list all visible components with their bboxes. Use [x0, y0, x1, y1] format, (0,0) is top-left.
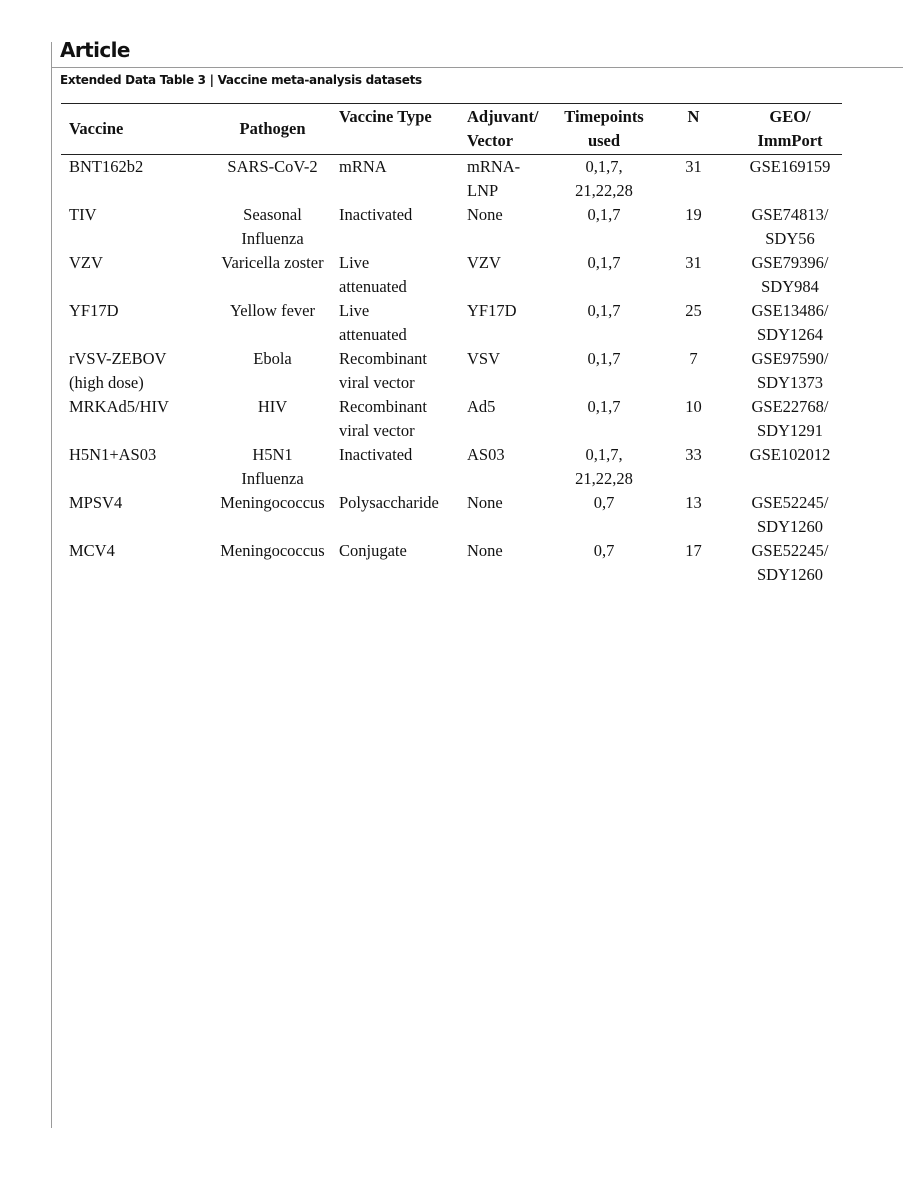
cell-n: 17	[685, 541, 702, 560]
cell-n: 13	[685, 493, 702, 512]
table-row	[61, 443, 842, 491]
cell-adjuvant: mRNA- LNP	[467, 157, 521, 200]
cell-adjuvant: YF17D	[467, 301, 517, 320]
cell-pathogen: SARS-CoV-2	[227, 157, 318, 176]
cell-adjuvant: None	[467, 493, 503, 512]
cell-geo-immport: GSE74813/ SDY56	[751, 205, 829, 248]
cell-pathogen: Ebola	[253, 349, 292, 368]
cell-vaccine-type: Inactivated	[339, 205, 413, 224]
table-caption: Extended Data Table 3 | Vaccine meta-analysis datasets	[60, 73, 422, 87]
cell-vaccine-type: Live attenuated	[339, 301, 407, 344]
table-row	[61, 491, 842, 539]
cell-n: 10	[685, 397, 702, 416]
cell-pathogen: Meningococcus	[220, 493, 325, 512]
cell-timepoints: 0,1,7, 21,22,28	[575, 157, 633, 200]
table-body	[61, 155, 842, 588]
cell-vaccine: MRKAd5/HIV	[69, 397, 169, 416]
cell-pathogen: HIV	[257, 397, 288, 416]
cell-n: 25	[685, 301, 702, 320]
cell-pathogen: Seasonal Influenza	[241, 205, 304, 248]
cell-vaccine: H5N1+AS03	[69, 445, 157, 464]
cell-n: 33	[685, 445, 702, 464]
cell-vaccine-type: Recombinant viral vector	[339, 349, 427, 392]
cell-timepoints: 0,1,7	[587, 397, 621, 416]
cell-vaccine: MPSV4	[69, 493, 123, 512]
table-row	[61, 155, 842, 204]
left-margin-rule	[51, 42, 52, 1128]
cell-geo-immport: GSE97590/ SDY1373	[751, 349, 829, 392]
cell-timepoints: 0,7	[593, 493, 615, 512]
cell-vaccine: BNT162b2	[69, 157, 144, 176]
cell-pathogen: H5N1 Influenza	[241, 445, 304, 488]
cell-timepoints: 0,1,7	[587, 205, 621, 224]
cell-timepoints: 0,1,7	[587, 301, 621, 320]
cell-geo-immport: GSE52245/ SDY1260	[751, 541, 829, 584]
cell-vaccine-type: Polysaccharide	[339, 493, 439, 512]
table-row	[61, 203, 842, 251]
cell-pathogen: Meningococcus	[220, 541, 325, 560]
column-header-vaccine-type: Vaccine Type	[339, 107, 432, 126]
column-header-n: N	[687, 107, 700, 126]
cell-adjuvant: AS03	[467, 445, 505, 464]
column-header-pathogen: Pathogen	[239, 119, 306, 138]
table-row	[61, 539, 842, 587]
cell-adjuvant: VZV	[467, 253, 501, 272]
cell-vaccine-type: Inactivated	[339, 445, 413, 464]
cell-vaccine: MCV4	[69, 541, 115, 560]
cell-adjuvant: Ad5	[467, 397, 496, 416]
column-header-adjuvant-vector: Adjuvant/ Vector	[467, 107, 539, 150]
cell-vaccine: YF17D	[69, 301, 119, 320]
table-row	[61, 251, 842, 299]
vaccine-datasets-table	[61, 103, 842, 587]
column-header-timepoints: Timepoints used	[564, 107, 644, 150]
cell-timepoints: 0,1,7, 21,22,28	[575, 445, 633, 488]
cell-geo-immport: GSE52245/ SDY1260	[751, 493, 829, 536]
cell-vaccine-type: Conjugate	[339, 541, 407, 560]
cell-adjuvant: None	[467, 541, 503, 560]
cell-n: 31	[685, 253, 702, 272]
cell-adjuvant: None	[467, 205, 503, 224]
cell-vaccine-type: mRNA	[339, 157, 387, 176]
cell-geo-immport: GSE13486/ SDY1264	[751, 301, 829, 344]
cell-geo-immport: GSE169159	[749, 157, 831, 176]
cell-pathogen: Yellow fever	[230, 301, 315, 320]
cell-n: 31	[685, 157, 702, 176]
cell-timepoints: 0,1,7	[587, 349, 621, 368]
cell-n: 7	[689, 349, 698, 368]
column-header-vaccine: Vaccine	[69, 119, 124, 138]
table-row	[61, 299, 842, 347]
cell-geo-immport: GSE102012	[749, 445, 831, 464]
cell-vaccine-type: Live attenuated	[339, 253, 407, 296]
table-row	[61, 347, 842, 395]
cell-vaccine: TIV	[69, 205, 97, 224]
article-label: Article	[60, 38, 130, 62]
table-header-row	[61, 104, 842, 155]
cell-vaccine: VZV	[69, 253, 103, 272]
cell-vaccine: rVSV-ZEBOV (high dose)	[69, 349, 167, 392]
cell-timepoints: 0,1,7	[587, 253, 621, 272]
header-rule	[51, 67, 903, 68]
column-header-geo-immport: GEO/ ImmPort	[757, 107, 823, 150]
cell-geo-immport: GSE22768/ SDY1291	[751, 397, 829, 440]
cell-timepoints: 0,7	[593, 541, 615, 560]
cell-n: 19	[685, 205, 702, 224]
cell-pathogen: Varicella zoster	[221, 253, 324, 272]
cell-vaccine-type: Recombinant viral vector	[339, 397, 427, 440]
table-row	[61, 395, 842, 443]
cell-geo-immport: GSE79396/ SDY984	[751, 253, 829, 296]
cell-adjuvant: VSV	[467, 349, 501, 368]
